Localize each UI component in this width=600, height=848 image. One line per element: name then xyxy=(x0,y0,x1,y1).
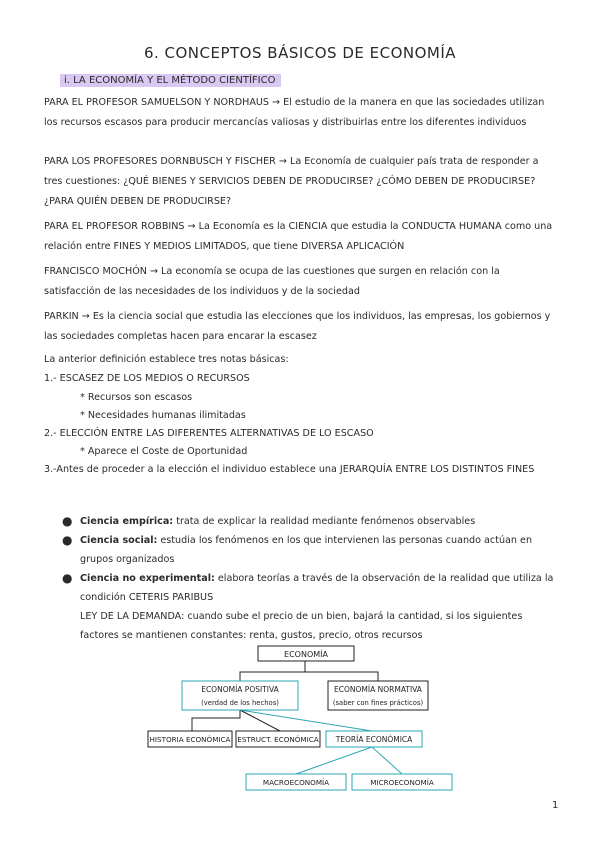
label-estruct: ESTRUCT. ECONÓMICA xyxy=(237,735,319,744)
label-normativa: ECONOMÍA NORMATIVA xyxy=(334,685,422,694)
definition-samuelson: PARA EL PROFESOR SAMUELSON Y NORDHAUS → El estudio de la manera en que las sociedades utilizan los recursos escasos para producir mercancías valiosas y distribuirlas entre los diferentes individuos xyxy=(44,97,545,128)
diagram-connectors xyxy=(192,661,402,774)
bullet-icon: ● xyxy=(62,571,73,585)
definition-parkin: PARKIN → Es la ciencia social que estudia las elecciones que los individuos, las empresas, los gobiernos y las sociedades completas hacen para encarar la escasez xyxy=(44,311,551,342)
bullet-term: Ciencia no experimental: xyxy=(80,573,215,584)
note-3: 3.-Antes de proceder a la elección el individuo establece una JERARQUÍA ENTRE LOS DISTINTOS FINES xyxy=(44,464,535,475)
page-number: 1 xyxy=(552,800,559,811)
page-title: 6. CONCEPTOS BÁSICOS DE ECONOMÍA xyxy=(143,44,457,62)
bullet-text: elabora teorías a través de la observación de la realidad que utiliza la condición CETERIS PARIBUS xyxy=(80,573,554,603)
label-teoria: TEORÍA ECONÓMICA xyxy=(335,735,413,744)
notes-intro: La anterior definición establece tres notas básicas: xyxy=(44,354,289,365)
bullet-text: estudia los fenómenos en los que intervienen las personas cuando actúan en grupos organizados xyxy=(80,535,533,565)
definition-dornbusch: PARA LOS PROFESORES DORNBUSCH Y FISCHER → La Economía de cualquier país trata de responder a tres cuestiones: ¿QUÉ BIENES Y SERVICIOS DEBEN DE PRODUCIRSE? ¿CÓMO DEBEN DE PRODUCIRSE? ¿PARA QUIÉN DEBEN DE PRODUCIRSE? xyxy=(44,156,539,207)
definition-mochon: FRANCISCO MOCHÓN → La economía se ocupa de las cuestiones que surgen en relación con la satisfacción de las necesidades de los individuos y de la sociedad xyxy=(44,266,500,297)
note-2-a: * Aparece el Coste de Oportunidad xyxy=(80,446,248,457)
label-normativa-sub: (saber con fines prácticos) xyxy=(332,699,424,707)
note-1-a: * Recursos son escasos xyxy=(80,392,193,403)
label-historia: HISTORIA ECONÓMICA xyxy=(149,735,231,744)
bullet-icon: ● xyxy=(62,533,73,547)
label-economia: ECONOMÍA xyxy=(284,650,328,659)
label-positiva-sub: (verdad de los hechos) xyxy=(201,699,279,707)
label-macro: MACROECONOMÍA xyxy=(262,778,330,787)
ley-demanda: LEY DE LA DEMANDA: cuando sube el precio de un bien, bajará la cantidad, si los siguientes factores se mantienen constantes: renta, gustos, precio, otros recursos xyxy=(80,611,523,641)
section-heading: i. LA ECONOMÍA Y EL MÉTODO CIENTÍFICO xyxy=(60,74,281,87)
bullet-term: Ciencia empírica: xyxy=(80,516,174,527)
economy-diagram xyxy=(0,640,600,810)
bullet-no-experimental xyxy=(62,569,556,607)
label-positiva: ECONOMÍA POSITIVA xyxy=(201,685,279,694)
note-1: 1.- ESCASEZ DE LOS MEDIOS O RECURSOS xyxy=(44,373,250,384)
label-micro: MICROECONOMÍA xyxy=(370,778,434,787)
bullet-term: Ciencia social: xyxy=(80,535,158,546)
note-1-b: * Necesidades humanas ilimitadas xyxy=(80,410,246,421)
bullet-social xyxy=(62,531,556,569)
bullet-icon: ● xyxy=(62,514,73,528)
bullet-text: trata de explicar la realidad mediante fenómenos observables xyxy=(173,516,476,527)
bullet-empirica xyxy=(62,512,556,531)
definition-robbins: PARA EL PROFESOR ROBBINS → La Economía es la CIENCIA que estudia la CONDUCTA HUMANA como una relación entre FINES Y MEDIOS LIMITADOS, que tiene DIVERSA APLICACIÓN xyxy=(44,221,553,252)
note-2: 2.- ELECCIÓN ENTRE LAS DIFERENTES ALTERNATIVAS DE LO ESCASO xyxy=(44,428,374,439)
